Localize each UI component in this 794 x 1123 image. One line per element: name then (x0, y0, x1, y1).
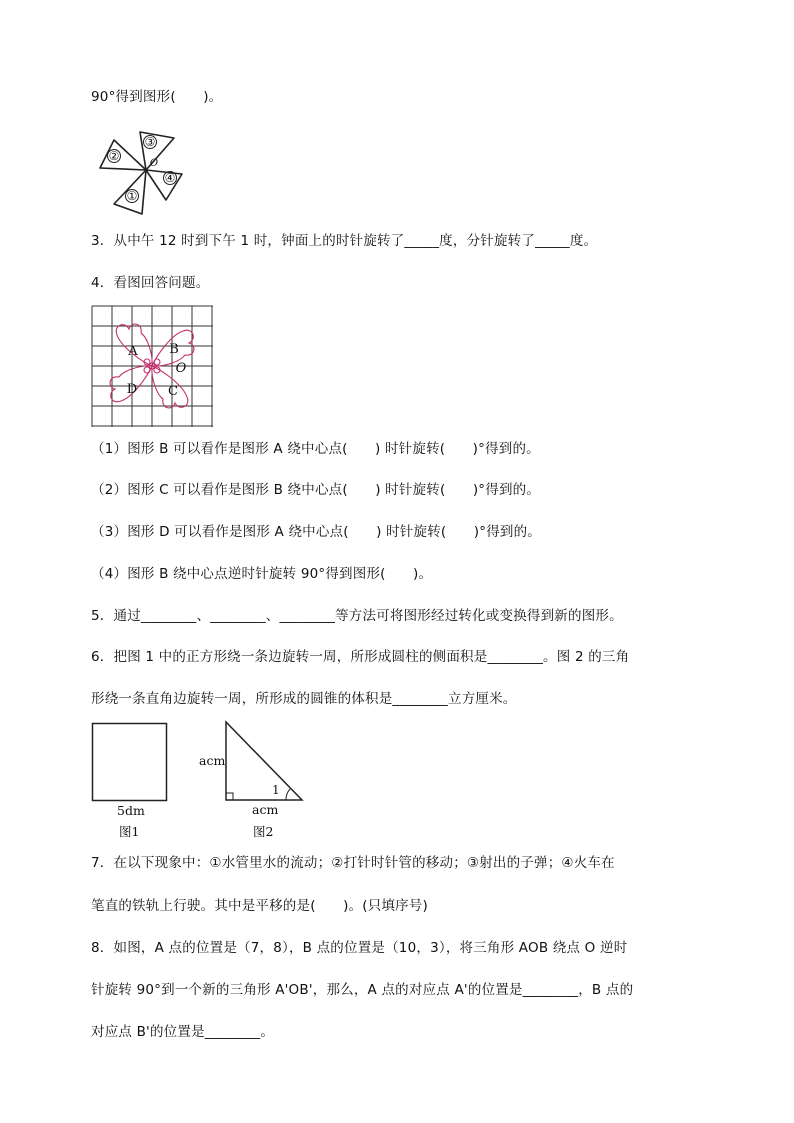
fig1-caption: 图1 (119, 824, 140, 839)
q6-line-1: 6．把图 1 中的正方形绕一条边旋转一周，所形成圆柱的侧面积是________。图 2 的三角 (91, 649, 630, 665)
q7-line-1: 7．在以下现象中：①水管里水的流动；②打针时针管的移动；③射出的子弹；④火车在 (91, 855, 615, 871)
q4-item-3: （3）图形 D 可以看作是图形 A 绕中心点( ) 时针旋转( )°得到的。 (91, 524, 541, 540)
flower-grid-figure (91, 305, 215, 429)
q8-line-2: 针旋转 90°到一个新的三角形 A'OB'，那么，A 点的对应点 A'的位置是________，B 点的 (91, 982, 634, 998)
label-3: ③ (144, 135, 156, 149)
square-figure (91, 722, 171, 804)
label-c: C (168, 384, 178, 399)
label-4: ④ (164, 171, 176, 185)
q3-text: 3．从中午 12 时到下午 1 时，钟面上的时针旋转了_____度，分针旋转了_____度。 (91, 233, 598, 249)
q6-line-2: 形绕一条直角边旋转一周，所形成的圆锥的体积是________立方厘米。 (91, 691, 517, 707)
q4-item-1: （1）图形 B 可以看作是图形 A 绕中心点( ) 时针旋转( )°得到的。 (91, 441, 540, 457)
label-o: O (175, 361, 187, 376)
q7-line-2: 笔直的铁轨上行驶。其中是平移的是( )。(只填序号) (91, 898, 428, 914)
fig1-side-label: 5dm (117, 803, 145, 818)
triangle-figure (222, 720, 306, 804)
label-o: O (149, 158, 159, 169)
label-d: D (126, 382, 138, 397)
q4-title: 4．看图回答问题。 (91, 275, 210, 291)
q4-item-2: （2）图形 C 可以看作是图形 B 绕中心点( ) 时针旋转( )°得到的。 (91, 482, 541, 498)
q5-text: 5．通过________、________、________等方法可将图形经过转化或变换得到新的图形。 (91, 608, 623, 624)
label-b: B (169, 342, 179, 357)
q8-line-3: 对应点 B'的位置是________。 (91, 1024, 275, 1040)
pinwheel-figure (96, 128, 188, 216)
fig2-bottom-label: acm (252, 802, 279, 817)
q4-item-4: （4）图形 B 绕中心点逆时针旋转 90°得到图形( )。 (91, 566, 433, 582)
label-a: A (128, 344, 138, 359)
fig2-left-label: acm (199, 753, 226, 768)
fig2-caption: 图2 (253, 824, 274, 839)
label-2: ② (108, 149, 120, 163)
label-1: ① (126, 189, 138, 203)
triangle-2 (100, 140, 146, 170)
q8-line-1: 8．如图，A 点的位置是（7，8），B 点的位置是（10，3），将三角形 AOB 绕点 O 逆时 (91, 940, 628, 956)
q2-text: 90°得到图形( )。 (91, 89, 223, 105)
angle-label: 1 (272, 783, 280, 797)
